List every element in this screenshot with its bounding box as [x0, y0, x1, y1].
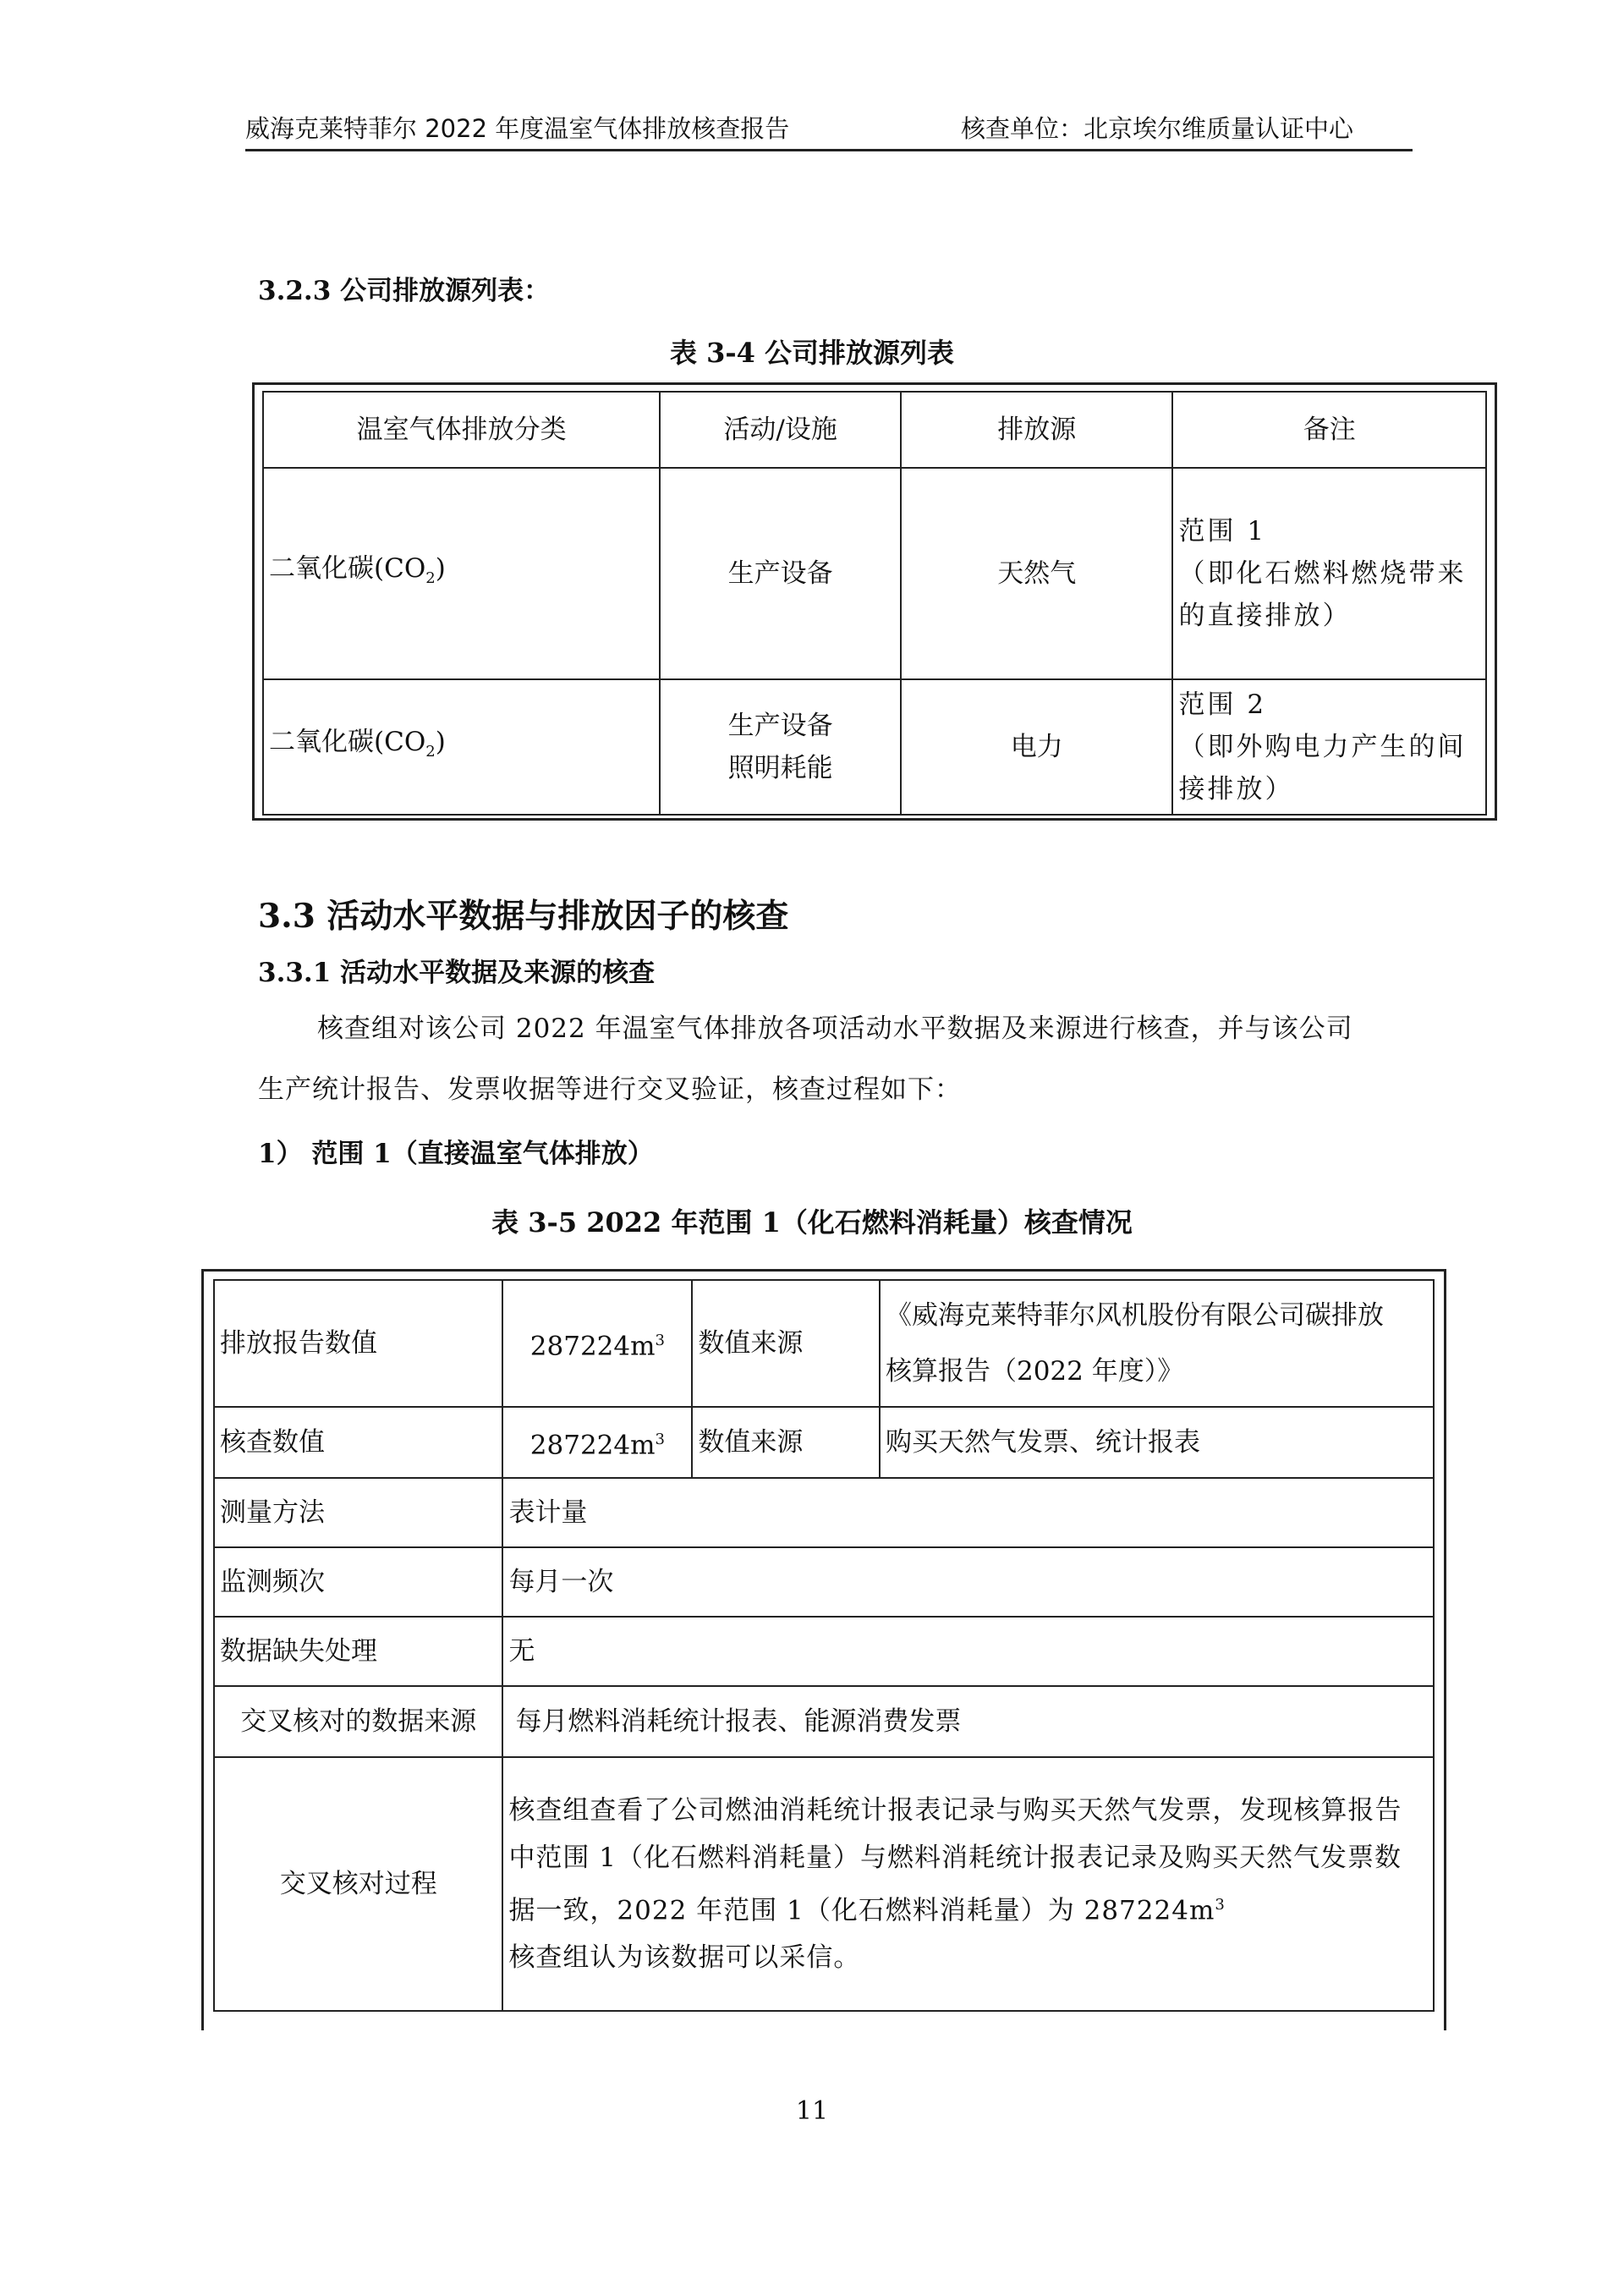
report-value-label: 排放报告数值 — [214, 1280, 502, 1407]
col-header-note: 备注 — [1172, 392, 1486, 468]
table-header-row — [263, 392, 1486, 468]
method-label: 测量方法 — [214, 1478, 502, 1547]
section-323-heading: 3.2.3 公司排放源列表： — [258, 276, 551, 306]
col-header-activity: 活动/设施 — [660, 392, 901, 468]
verify-source-value: 购买天然气发票、统计报表 — [880, 1407, 1434, 1478]
paragraph-line-2: 生产统计报告、发票收据等进行交叉验证，核查过程如下： — [258, 1074, 962, 1105]
note-cell: 范围 2 （即外购电力产生的间 接排放） — [1172, 679, 1486, 815]
table-row — [214, 1757, 1434, 2011]
table-35-caption: 表 3-5 2022 年范围 1（化石燃料消耗量）核查情况 — [491, 1206, 1133, 1239]
verify-value-label: 核查数值 — [214, 1407, 502, 1478]
verify-source-label: 数值来源 — [692, 1407, 880, 1478]
table-34-caption: 表 3-4 公司排放源列表 — [669, 337, 955, 369]
source-cell: 天然气 — [901, 468, 1173, 679]
report-source-label: 数值来源 — [692, 1280, 880, 1407]
section-331-heading: 3.3.1 活动水平数据及来源的核查 — [258, 958, 656, 988]
activity-cell: 生产设备 照明耗能 — [660, 679, 901, 815]
table-row — [214, 1280, 1434, 1407]
cross-source-label: 交叉核对的数据来源 — [214, 1686, 502, 1757]
report-title: 威海克莱特菲尔 2022 年度温室气体排放核查报告 — [245, 114, 790, 143]
page-header — [245, 110, 1413, 151]
cross-source-value: 每月燃料消耗统计报表、能源消费发票 — [502, 1686, 1434, 1757]
header-rule — [245, 149, 1413, 151]
table-row — [214, 1407, 1434, 1478]
activity-cell: 生产设备 — [660, 468, 901, 679]
cross-process-label: 交叉核对过程 — [214, 1757, 502, 2011]
col-header-source: 排放源 — [901, 392, 1173, 468]
cross-process-value: 核查组查看了公司燃油消耗统计报表记录与购买天然气发票，发现核算报告 中范围 1（化石燃料消耗量）与燃料消耗统计报表记录及购买天然气发票数 据一致，2022 年范围 1（化石燃料消耗量）为 $287224m^3$ 核查组认为该数据可以采信。 — [502, 1757, 1434, 2011]
frequency-label: 监测频次 — [214, 1547, 502, 1617]
page-number: 11 — [795, 2096, 829, 2126]
report-source-value: 《威海克莱特菲尔风机股份有限公司碳排放 核算报告（2022 年度）》 — [880, 1280, 1434, 1407]
method-value: 表计量 — [502, 1478, 1434, 1547]
verifier-org: 核查单位：北京埃尔维质量认证中心 — [960, 114, 1353, 143]
category-cell: 二氧化碳$(CO_2)$ — [263, 679, 660, 815]
report-value: $287224m^3$ — [502, 1280, 692, 1407]
table-row — [214, 1686, 1434, 1757]
missing-data-label: 数据缺失处理 — [214, 1617, 502, 1686]
section-33-heading: 3.3 活动水平数据与排放因子的核查 — [258, 897, 789, 936]
frequency-value: 每月一次 — [502, 1547, 1434, 1617]
table-row — [214, 1547, 1434, 1617]
note-cell: 范围 1 （即化石燃料燃烧带来 的直接排放） — [1172, 468, 1486, 679]
category-cell: 二氧化碳$(CO_2)$ — [263, 468, 660, 679]
table-row — [263, 679, 1486, 815]
table-row — [214, 1478, 1434, 1547]
scope1-heading: 1） 范围 1（直接温室气体排放） — [258, 1139, 654, 1169]
missing-data-value: 无 — [502, 1617, 1434, 1686]
col-header-category: 温室气体排放分类 — [263, 392, 660, 468]
source-cell: 电力 — [901, 679, 1173, 815]
table-row — [214, 1617, 1434, 1686]
paragraph-line-1: 核查组对该公司 2022 年温室气体排放各项活动水平数据及来源进行核查，并与该公司 — [317, 1013, 1353, 1044]
scope1-verification-table — [213, 1279, 1435, 2012]
table-row — [263, 468, 1486, 679]
verify-value: $287224m^3$ — [502, 1407, 692, 1478]
emission-source-table — [262, 391, 1487, 816]
